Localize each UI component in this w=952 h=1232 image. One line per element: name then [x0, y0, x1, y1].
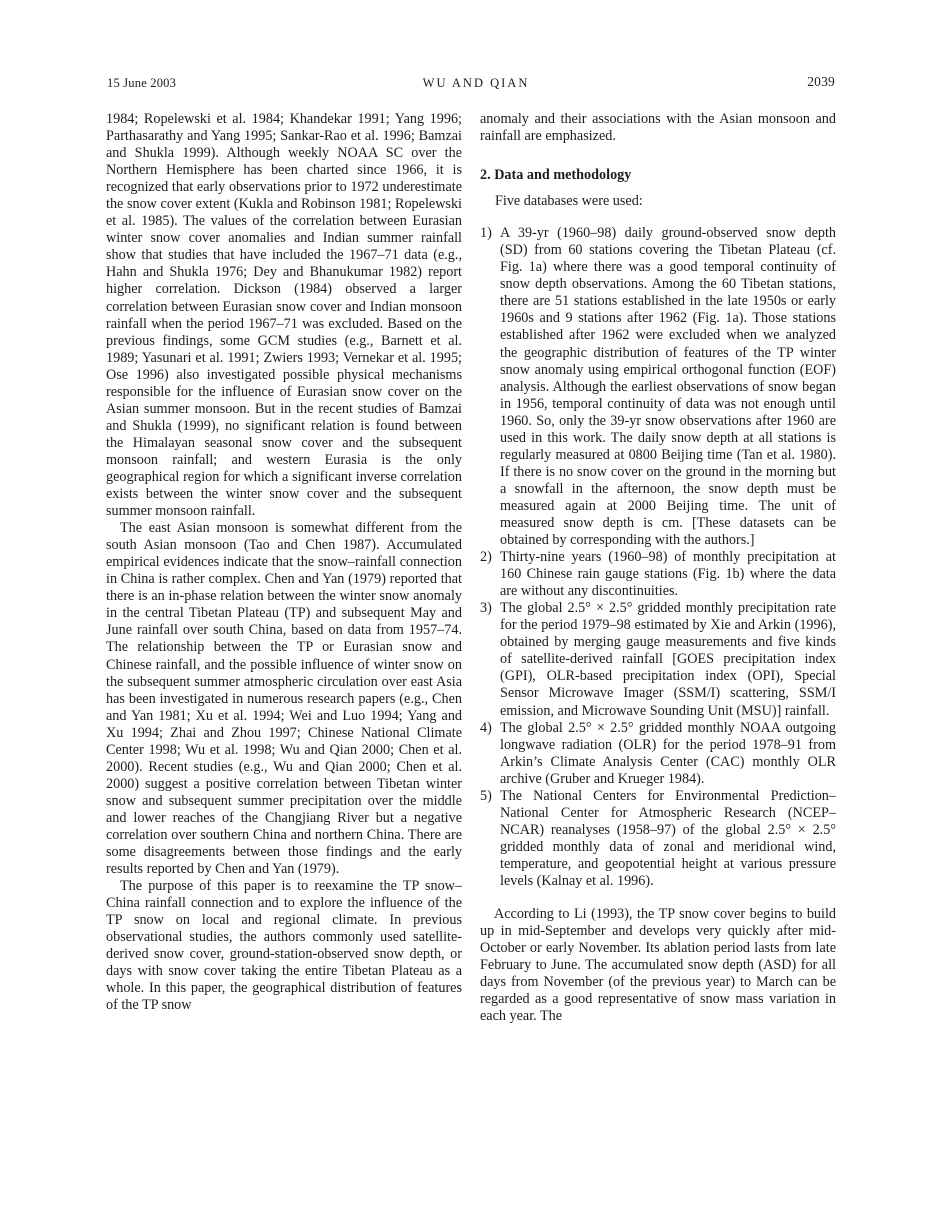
- list-number: 5): [480, 787, 492, 804]
- database-text: Thirty-nine years (1960–98) of monthly precipitation at 160 Chinese rain gauge stations (Fig. 1b) where the data are without any discontinuities.: [500, 549, 836, 600]
- paragraph-snow-monsoon-studies: 1984; Ropelewski et al. 1984; Khandekar 1991; Yang 1996; Parthasarathy and Yang 1995; Sankar-Rao et al. 1996; Bamzai and Shukla 1999). Although weekly NOAA SC over the Northern Hemisphere has been charted since 1966, it is recognized that early observations prior to 1972 underestimate the snow cover extent (Kukla and Robinson 1981; Ropelewski et al. 1985). The values of the correlation between Eurasian winter snow cover anomalies and Indian summer rainfall show that studies that have included the 1967–71 data (e.g., Hahn and Shukla 1976; Dey and Bhanukumar 1982) report higher correlation. Dickson (1984) observed a larger correlation between Eurasian snow cover and Indian monsoon rainfall when the period 1967–71 was excluded. Based on the previous findings, some GCM studies (e.g., Barnett et al. 1989; Yasunari et al. 1991; Zwiers 1993; Vernekar et al. 1995; Ose 1996) also investigated possible physical mechanisms responsible for the influence of Eurasian snow cover on the Asian summer monsoon. But in the recent studies of Bamzai and Shukla (1999), no significant relation is found between the Himalayan seasonal snow cover and the subsequent monsoon rainfall; and western Eurasia is the only geographical region for which a significant inverse correlation exists between the winter snow cover and the subsequent summer monsoon rainfall.: [106, 111, 462, 520]
- list-number: 1): [480, 225, 492, 242]
- database-item: [480, 788, 836, 890]
- paragraph-accumulated-snow-depth: According to Li (1993), the TP snow cover begins to build up in mid-September and develops very quickly after mid-October or early November. Its ablation period lasts from late February to June. The accumulated snow depth (ASD) for all days from November (of the previous year) to March can be regarded as a good representative of snow mass variation in each year. The: [480, 906, 836, 1025]
- list-number: 3): [480, 600, 492, 617]
- list-number: 2): [480, 549, 492, 566]
- left-column: [106, 111, 462, 1014]
- database-item: [480, 549, 836, 600]
- paragraph-purpose: The purpose of this paper is to reexamine the TP snow–China rainfall connection and to explore the influence of the TP snow on local and regional climate. In previous observational studies, the authors commonly used satellite-derived snow cover, ground-station-observed snow depth, or days with snow cover taking the entire Tibetan Plateau as a whole. In this paper, the geographical distribution of features of the TP snow: [106, 878, 462, 1014]
- database-text: The global 2.5° × 2.5° gridded monthly NOAA outgoing longwave radiation (OLR) for the period 1978–91 from Arkin’s Climate Analysis Center (CAC) monthly OLR archive (Gruber and Krueger 1984).: [500, 719, 836, 787]
- section-heading-data-methodology: 2. Data and methodology: [480, 167, 632, 184]
- page-number: 2039: [807, 74, 835, 89]
- database-list: [480, 225, 836, 890]
- running-header-authors: WU AND QIAN: [422, 76, 530, 90]
- database-item: [480, 600, 836, 719]
- database-text: The National Centers for Environmental Prediction–National Center for Atmospheric Research (NCEP–NCAR) reanalyses (1958–97) of the global 2.5° × 2.5° gridded monthly data of zonal and meridional wind, temperature, and geopotential height at various pressure levels (Kalnay et al. 1996).: [500, 787, 836, 889]
- database-item: [480, 225, 836, 549]
- running-header-date: 15 June 2003: [107, 76, 177, 90]
- database-item: [480, 720, 836, 788]
- right-column: [480, 111, 836, 1025]
- paragraph-east-asian-monsoon: The east Asian monsoon is somewhat different from the south Asian monsoon (Tao and Chen 1987). Accumulated empirical evidences indicate that the snow–rainfall connection in China is rather complex. Chen and Yan (1979) reported that there is an in-phase relation between the winter snow anomaly in the central Tibetan Plateau (TP) and subsequent May and June rainfall over south China, based on data from 1957–74. The relationship between the TP or Eurasian snow and Chinese rainfall, and the possible influence of winter snow on the subsequent summer atmospheric circulation over east Asia has been investigated in numerous research papers (e.g., Chen and Yan 1981; Xu et al. 1994; Wei and Luo 1994; Yang and Xu 1994; Zhai and Zhou 1997; Chinese National Climate Center 1998; Wu et al. 1998; Wu and Qian 2000; Chen et al. 2000). Recent studies (e.g., Wu and Qian 2000; Chen et al. 2000) suggest a positive correlation between Tibetan winter snow and subsequent summer precipitation over the middle and lower reaches of the Changjiang River but a negative correlation over southern China and northern China. There are some disagreements between those findings and the early results reported by Chen and Yan (1979).: [106, 520, 462, 878]
- database-text: A 39-yr (1960–98) daily ground-observed snow depth (SD) from 60 stations covering the Tibetan Plateau (cf. Fig. 1a) where there was a good temporal continuity of snow depth observations. Among the 60 Tibetan stations, there are 51 stations established in the late 1950s or early 1960s and 9 stations after 1962 (Fig. 1a). Those stations established after 1962 were excluded when we analyzed the geographic distribution of features of the TP winter snow anomaly using empirical orthogonal function (EOF) analysis. Although the earliest observations of snow began in 1956, temporal continuity of data was not enough until 1960. So, only the 39-yr snow observations after 1960 are used in this work. The daily snow depth at all stations is regularly measured at 0800 Beijing time (Tan et al. 1980). If there is no snow cover on the ground in the morning but a snowfall in the afternoon, the snow depth must be measured again at 2000 Beijing time. The unit of measured snow depth is cm. [These datasets can be obtained by corresponding with the authors.]: [500, 225, 836, 549]
- databases-intro: Five databases were used:: [495, 193, 643, 210]
- database-text: The global 2.5° × 2.5° gridded monthly precipitation rate for the period 1979–98 estimated by Xie and Arkin (1996), obtained by merging gauge measurements and five kinds of satellite-derived rainfall [GOES precipitation index (GPI), OLR-based precipitation index (OPI), Special Sensor Microwave Imager (SSM/I) scattering, SSM/I emission, and Microwave Sounding Unit (MSU)] rainfall.: [500, 600, 836, 719]
- paragraph-continuation: anomaly and their associations with the Asian monsoon and rainfall are emphasized.: [480, 111, 836, 145]
- list-number: 4): [480, 719, 492, 736]
